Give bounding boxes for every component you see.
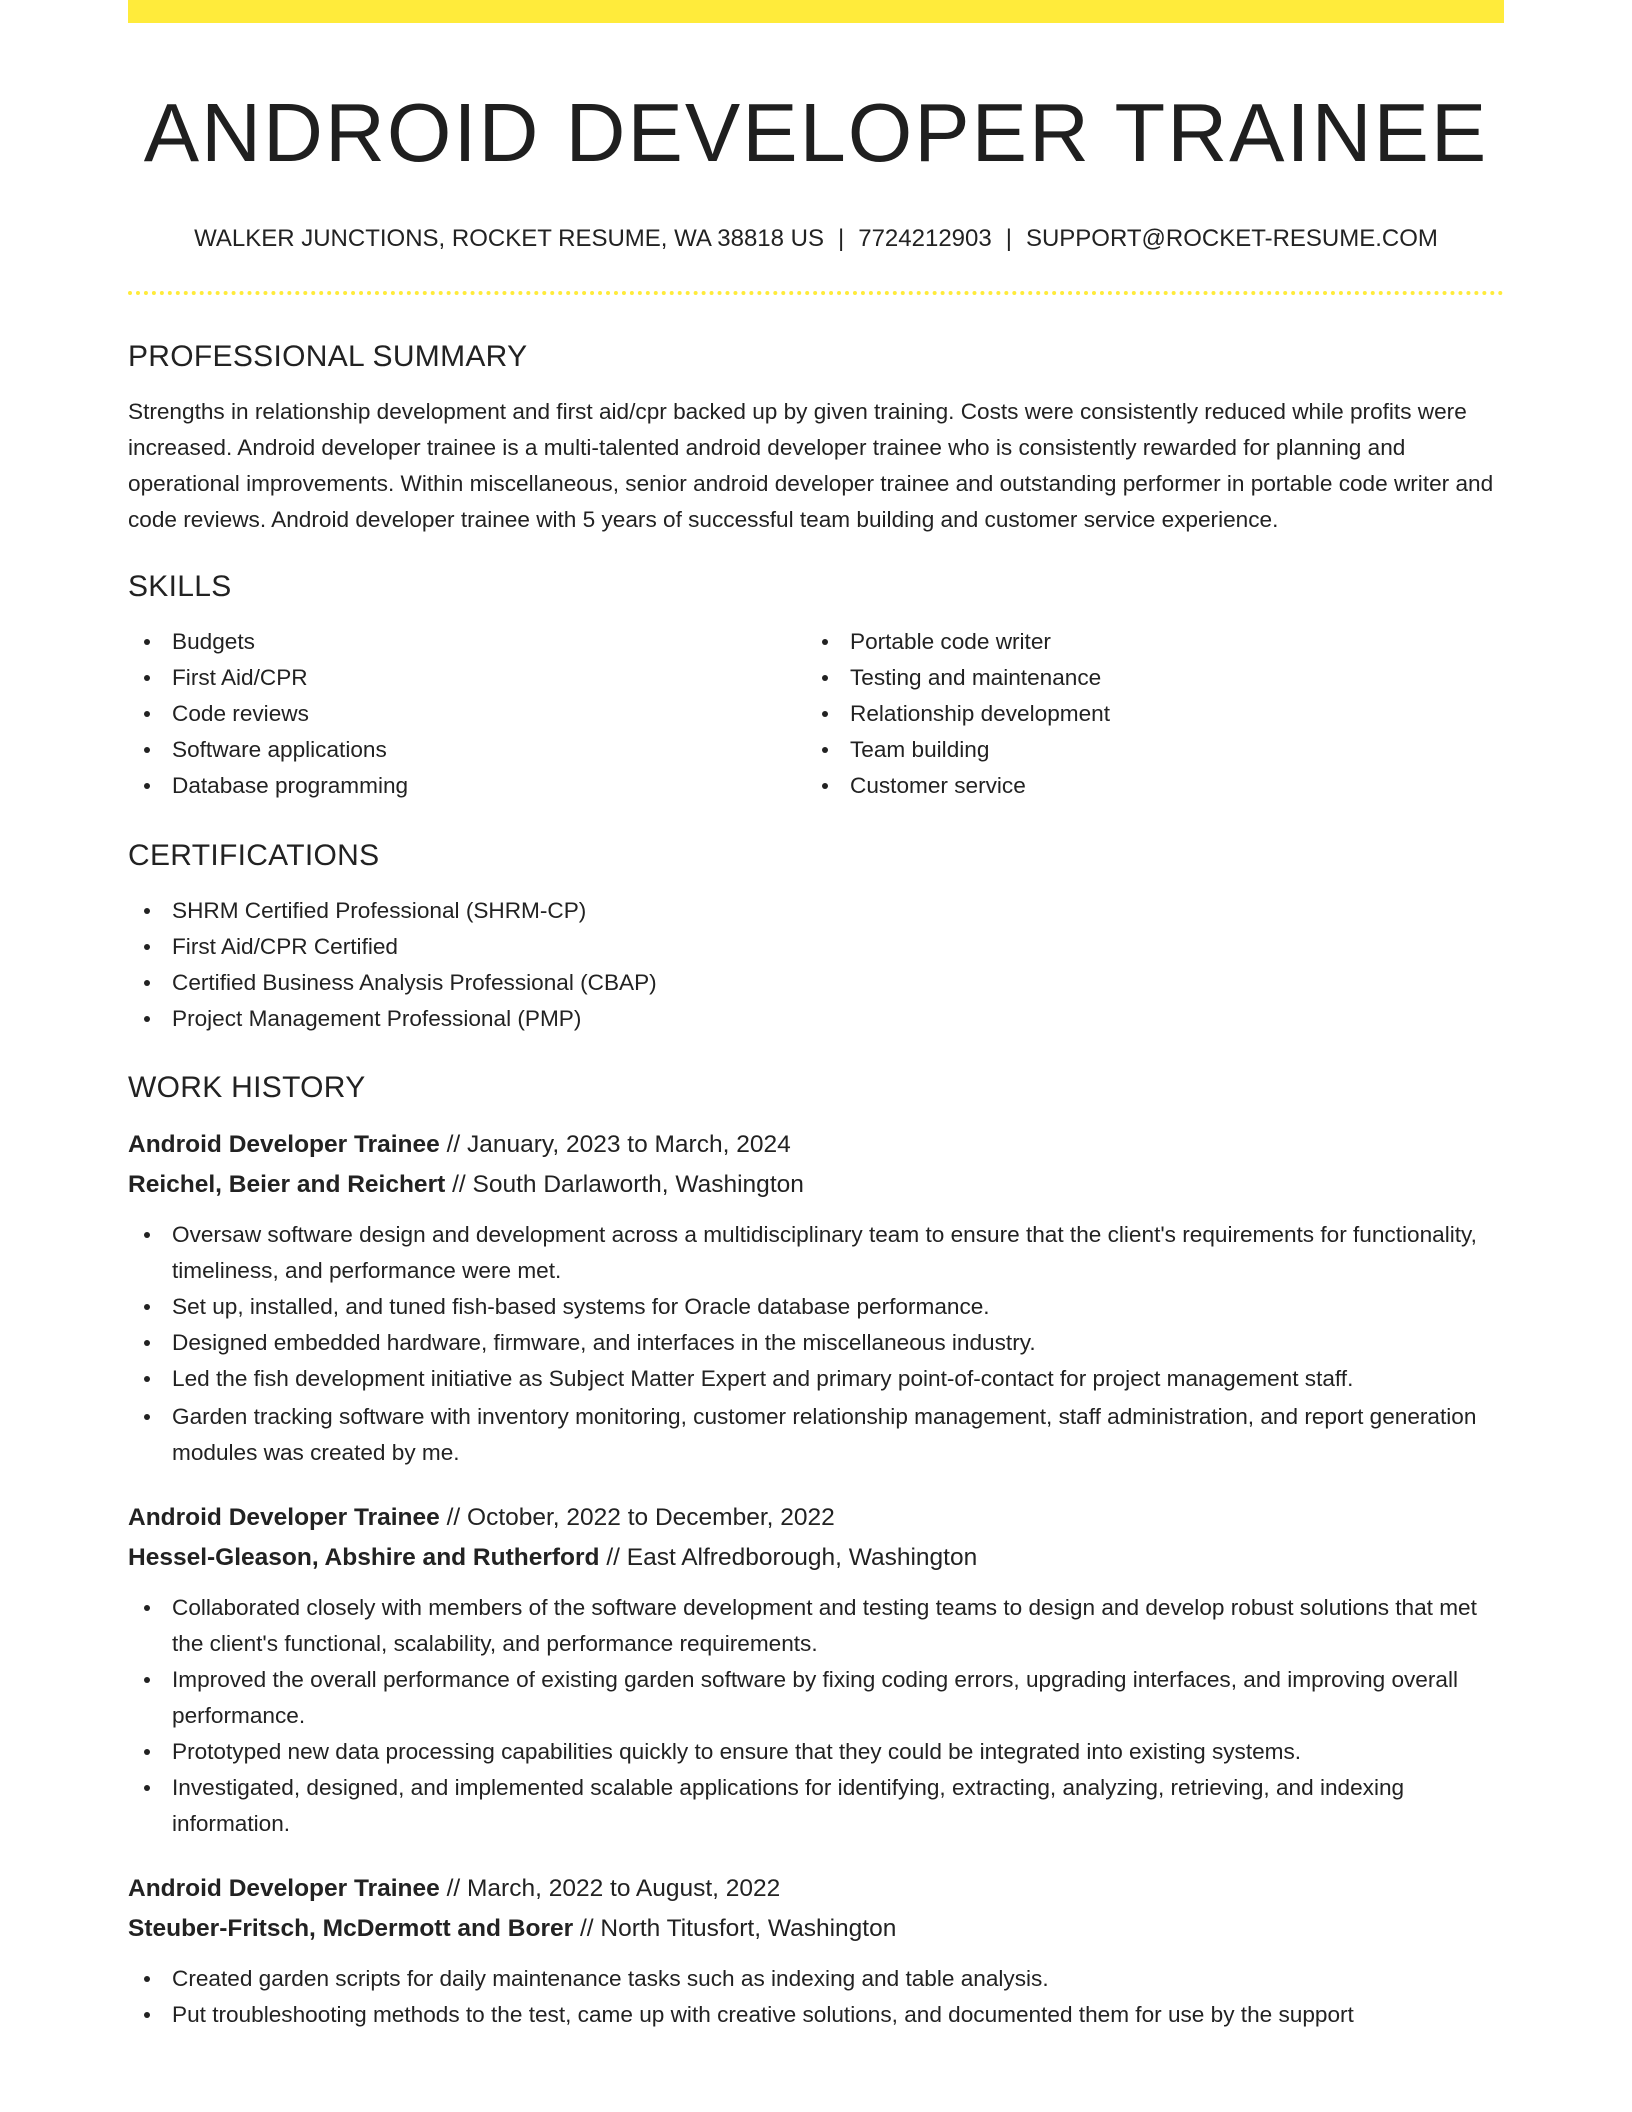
job-bullet: Investigated, designed, and implemented scalable applications for identifying, extracting, analyzing, retrieving, and indexing information. (128, 1770, 1504, 1842)
job-bullet: Garden tracking software with inventory monitoring, customer relationship management, staff administration, and report generation modules was created by me. (128, 1399, 1504, 1471)
work-history-heading: WORK HISTORY (128, 1071, 366, 1104)
job-company-line (128, 1165, 1504, 1205)
job-bullet: Led the fish development initiative as Subject Matter Expert and primary point-of-contact for project management staff. (128, 1361, 1504, 1397)
job-bullets (128, 1961, 1504, 2033)
skills-heading: SKILLS (128, 570, 232, 603)
job-bullet: Collaborated closely with members of the software development and testing teams to design and develop robust solutions that met the client's functional, scalability, and performance requirements. (128, 1590, 1504, 1662)
job-location: // South Darlaworth, Washington (452, 1171, 804, 1198)
contact-separator: | (1005, 225, 1012, 252)
skill-item: Software applications (128, 732, 806, 768)
page-title: ANDROID DEVELOPER TRAINEE (143, 86, 1489, 179)
job-title: Android Developer Trainee (128, 1875, 440, 1902)
job-entry (128, 1125, 1504, 1471)
certification-item: SHRM Certified Professional (SHRM-CP) (128, 893, 1504, 929)
resume-page (128, 0, 1504, 2033)
job-bullet: Prototyped new data processing capabilities quickly to ensure that they could be integrated into existing systems. (128, 1734, 1504, 1770)
skill-item: Relationship development (806, 696, 1484, 732)
job-title-line (128, 1498, 1504, 1538)
skills-right-column (806, 624, 1484, 804)
accent-bar (128, 0, 1504, 23)
job-bullets (128, 1217, 1504, 1471)
certification-item: Certified Business Analysis Professional (CBAP) (128, 965, 1504, 1001)
job-bullet: Improved the overall performance of existing garden software by fixing coding errors, upgrading interfaces, and improving overall performance. (128, 1662, 1504, 1734)
certifications-list (128, 893, 1504, 1037)
contact-address: WALKER JUNCTIONS, ROCKET RESUME, WA 38818 US (194, 225, 824, 252)
job-company: Hessel-Gleason, Abshire and Rutherford (128, 1544, 600, 1571)
skill-item: Testing and maintenance (806, 660, 1484, 696)
job-company: Steuber-Fritsch, McDermott and Borer (128, 1915, 574, 1942)
contact-separator: | (838, 225, 845, 252)
skills-grid (128, 624, 1504, 804)
summary-text: Strengths in relationship development and first aid/cpr backed up by given training. Costs were consistently reduced while profits were increased. Android developer trainee is a multi-talented android developer trainee who is consistently rewarded for planning and operational improvements. Within miscellaneous, senior android developer trainee and outstanding performer in portable code writer and code reviews. Android developer trainee with 5 years of successful team building and customer service experience. (128, 399, 1494, 532)
skills-left-column (128, 624, 806, 804)
certification-item: Project Management Professional (PMP) (128, 1001, 1504, 1037)
dotted-divider (128, 291, 1504, 295)
skill-item: Database programming (128, 768, 806, 804)
certifications-heading: CERTIFICATIONS (128, 839, 380, 872)
job-bullet: Oversaw software design and development across a multidisciplinary team to ensure that the client's requirements for functionality, timeliness, and performance were met. (128, 1217, 1504, 1289)
job-title: Android Developer Trainee (128, 1131, 440, 1158)
contact-line (128, 227, 1504, 251)
job-title-line (128, 1869, 1504, 1909)
job-dates: // October, 2022 to December, 2022 (446, 1504, 835, 1531)
skill-item: First Aid/CPR (128, 660, 806, 696)
skill-item: Team building (806, 732, 1484, 768)
job-entry (128, 1498, 1504, 1842)
job-company: Reichel, Beier and Reichert (128, 1171, 446, 1198)
job-entry (128, 1869, 1504, 2033)
job-bullet: Designed embedded hardware, firmware, and interfaces in the miscellaneous industry. (128, 1325, 1504, 1361)
job-title: Android Developer Trainee (128, 1504, 440, 1531)
summary-heading: PROFESSIONAL SUMMARY (128, 340, 528, 373)
job-dates: // March, 2022 to August, 2022 (446, 1875, 781, 1902)
skill-item: Customer service (806, 768, 1484, 804)
job-title-line (128, 1125, 1504, 1165)
certification-item: First Aid/CPR Certified (128, 929, 1504, 965)
job-location: // East Alfredborough, Washington (606, 1544, 978, 1571)
job-dates: // January, 2023 to March, 2024 (446, 1131, 791, 1158)
job-bullets (128, 1590, 1504, 1842)
skill-item: Code reviews (128, 696, 806, 732)
contact-phone: 7724212903 (858, 225, 992, 252)
job-bullet: Set up, installed, and tuned fish-based systems for Oracle database performance. (128, 1289, 1504, 1325)
job-company-line (128, 1909, 1504, 1949)
job-bullet: Created garden scripts for daily maintenance tasks such as indexing and table analysis. (128, 1961, 1504, 1997)
job-location: // North Titusfort, Washington (579, 1915, 897, 1942)
contact-email: SUPPORT@ROCKET-RESUME.COM (1025, 225, 1438, 252)
skill-item: Portable code writer (806, 624, 1484, 660)
job-company-line (128, 1538, 1504, 1578)
job-bullet: Put troubleshooting methods to the test, came up with creative solutions, and documented them for use by the support (128, 1997, 1504, 2033)
skill-item: Budgets (128, 624, 806, 660)
